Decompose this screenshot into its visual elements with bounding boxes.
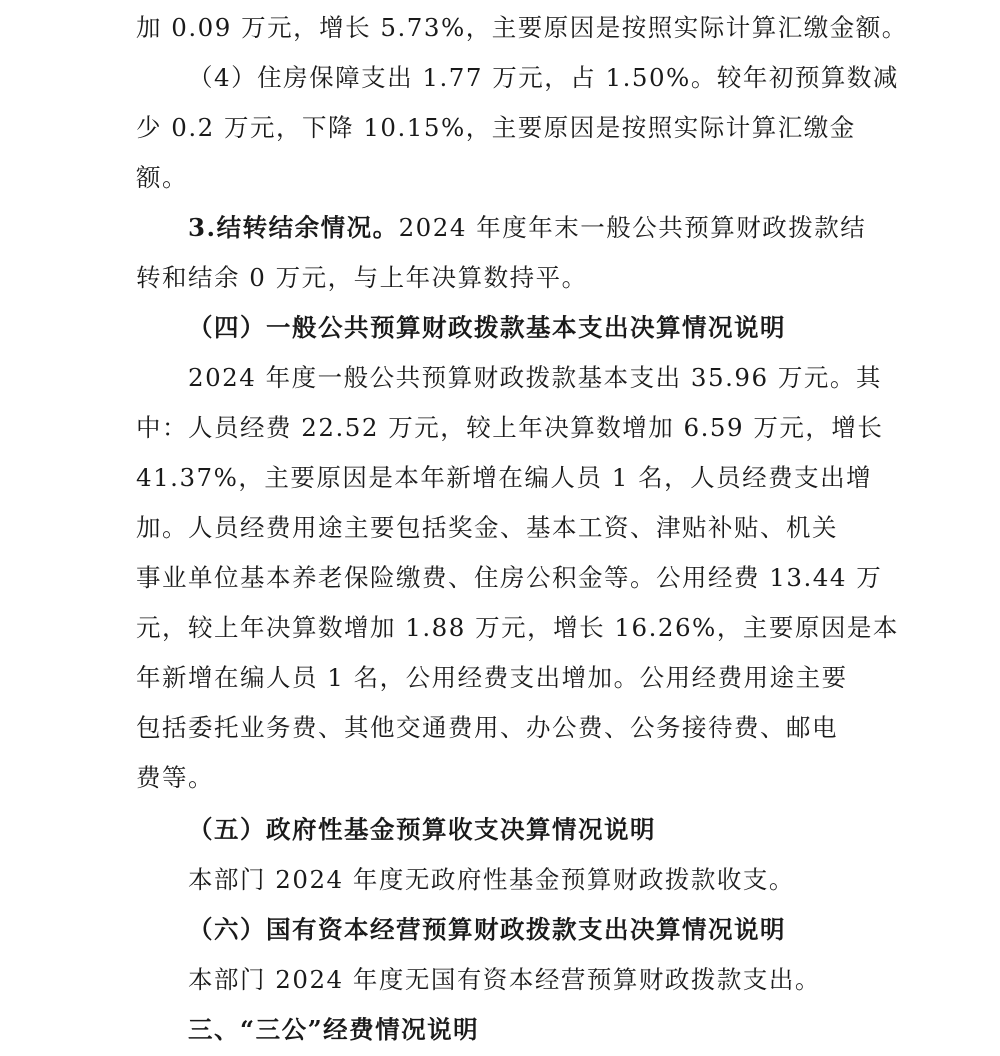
- paragraph-line: 中：人员经费 22.52 万元，较上年决算数增加 6.59 万元，增长: [136, 413, 884, 442]
- paragraph-line: 本部门 2024 年度无国有资本经营预算财政拨款支出。: [188, 965, 821, 994]
- carryover-text: 2024 年度年末一般公共预算财政拨款结: [398, 213, 867, 242]
- paragraph-line: 费等。: [136, 763, 214, 792]
- chapter-heading: 三、“三公”经费情况说明: [188, 1015, 480, 1044]
- paragraph-line: （4）住房保障支出 1.77 万元，占 1.50%。较年初预算数减: [188, 63, 899, 92]
- paragraph-line: 年新增在编人员 1 名，公用经费支出增加。公用经费用途主要: [136, 663, 848, 692]
- paragraph-line: 元，较上年决算数增加 1.88 万元，增长 16.26%，主要原因是本: [136, 613, 899, 642]
- section-heading: （五）政府性基金预算收支决算情况说明: [188, 815, 656, 844]
- paragraph-line: 转和结余 0 万元，与上年决算数持平。: [136, 263, 588, 292]
- paragraph-line: 2024 年度一般公共预算财政拨款基本支出 35.96 万元。其: [188, 363, 882, 392]
- section-heading: （六）国有资本经营预算财政拨款支出决算情况说明: [188, 915, 786, 944]
- paragraph-line: 额。: [136, 163, 188, 192]
- paragraph-line: 加 0.09 万元，增长 5.73%，主要原因是按照实际计算汇缴金额。: [136, 13, 908, 42]
- paragraph-line: 事业单位基本养老保险缴费、住房公积金等。公用经费 13.44 万: [136, 563, 883, 592]
- section-heading: （四）一般公共预算财政拨款基本支出决算情况说明: [188, 313, 786, 342]
- paragraph-line: 少 0.2 万元，下降 10.15%，主要原因是按照实际计算汇缴金: [136, 113, 856, 142]
- paragraph-line: 本部门 2024 年度无政府性基金预算财政拨款收支。: [188, 865, 795, 894]
- paragraph-line: 包括委托业务费、其他交通费用、办公费、公务接待费、邮电: [136, 713, 838, 742]
- carryover-line: [188, 213, 866, 243]
- carryover-label: 3.结转结余情况。: [188, 213, 399, 242]
- paragraph-line: 加。人员经费用途主要包括奖金、基本工资、津贴补贴、机关: [136, 513, 838, 542]
- paragraph-line: 41.37%，主要原因是本年新增在编人员 1 名，人员经费支出增: [136, 463, 873, 492]
